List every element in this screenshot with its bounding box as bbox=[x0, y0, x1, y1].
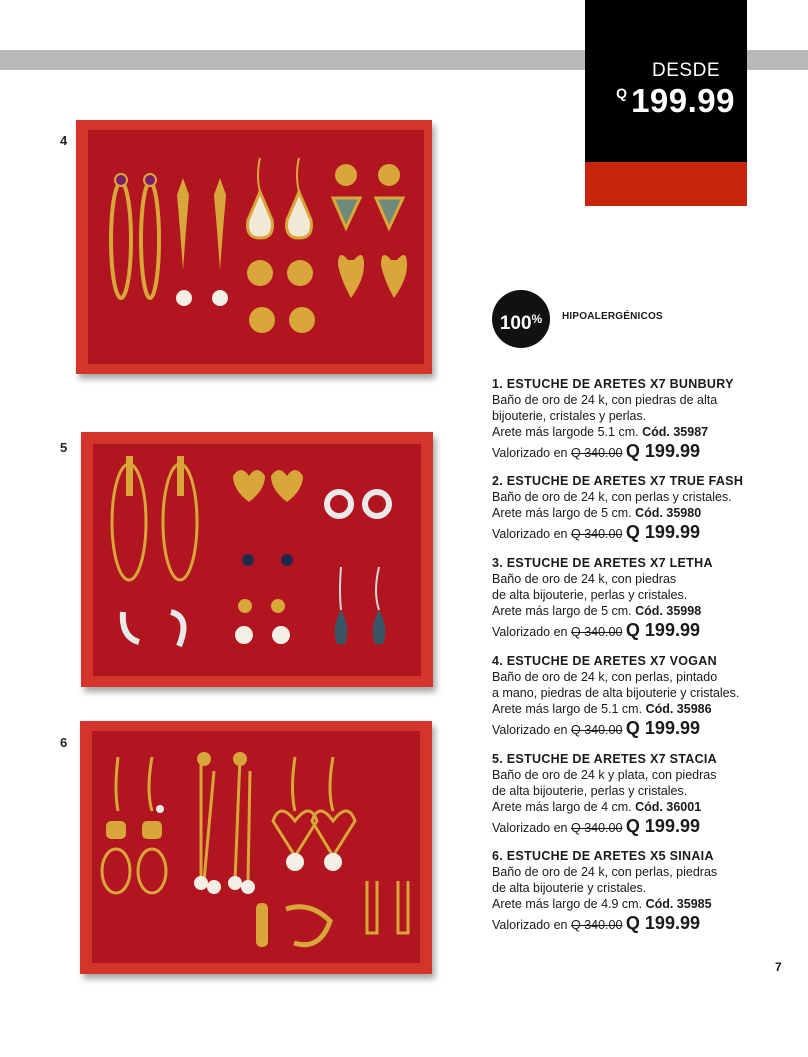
product-price: Q 199.99 bbox=[625, 522, 700, 542]
product-size: Arete más largo de 5.1 cm. bbox=[492, 702, 643, 716]
product-description: Baño de oro de 24 k, con piedras de alta bbox=[492, 393, 718, 407]
product-price: Q 199.99 bbox=[625, 718, 700, 738]
product-description: Baño de oro de 24 k, con perlas y cristales. bbox=[492, 490, 732, 504]
product-pricing bbox=[492, 815, 792, 839]
product-description: bijouterie, cristales y perlas. bbox=[492, 409, 647, 423]
earrings-set-5-image bbox=[81, 432, 433, 687]
product-description: Baño de oro de 24 k, con perlas, pintado bbox=[492, 670, 718, 684]
product-price: Q 199.99 bbox=[625, 816, 700, 836]
earrings-set-4-image bbox=[76, 120, 432, 374]
tray-number-6: 6 bbox=[60, 735, 68, 750]
product-code: Cód. 35986 bbox=[645, 702, 712, 716]
price-tag-price bbox=[585, 82, 735, 120]
product-size-code bbox=[492, 603, 792, 619]
product-pricing bbox=[492, 912, 792, 936]
valued-label: Valorizado en bbox=[492, 821, 568, 835]
price-tag-amount: 199.99 bbox=[631, 82, 735, 119]
valued-label: Valorizado en bbox=[492, 527, 568, 541]
product-description: de alta bijouterie y cristales. bbox=[492, 881, 647, 895]
page-number: 7 bbox=[775, 960, 782, 974]
earring-tray-5 bbox=[81, 432, 433, 687]
hypoallergenic-badge bbox=[492, 290, 550, 348]
valued-label: Valorizado en bbox=[492, 918, 568, 932]
earring-tray-4 bbox=[76, 120, 432, 374]
product-5 bbox=[492, 751, 792, 839]
product-title: 3. ESTUCHE DE ARETES X7 LETHA bbox=[492, 556, 713, 570]
old-price: Q 340.00 bbox=[571, 723, 623, 737]
old-price: Q 340.00 bbox=[571, 821, 623, 835]
product-description: Baño de oro de 24 k, con perlas, piedras bbox=[492, 865, 718, 879]
product-pricing bbox=[492, 521, 792, 545]
old-price: Q 340.00 bbox=[571, 918, 623, 932]
product-description: Baño de oro de 24 k y plata, con piedras bbox=[492, 768, 717, 782]
product-title: 4. ESTUCHE DE ARETES X7 VOGAN bbox=[492, 654, 717, 668]
product-size-code bbox=[492, 896, 792, 912]
product-description: de alta bijouterie, perlas y cristales. bbox=[492, 784, 688, 798]
product-code: Cód. 35998 bbox=[635, 604, 702, 618]
product-size: Arete más largode 5.1 cm. bbox=[492, 425, 639, 439]
old-price: Q 340.00 bbox=[571, 527, 623, 541]
valued-label: Valorizado en bbox=[492, 625, 568, 639]
old-price: Q 340.00 bbox=[571, 625, 623, 639]
product-3 bbox=[492, 555, 792, 643]
product-6 bbox=[492, 848, 792, 936]
earrings-set-6-image bbox=[80, 721, 432, 974]
valued-label: Valorizado en bbox=[492, 723, 568, 737]
product-pricing bbox=[492, 619, 792, 643]
product-title: 2. ESTUCHE DE ARETES X7 TRUE FASH bbox=[492, 474, 744, 488]
product-size: Arete más largo de 4.9 cm. bbox=[492, 897, 643, 911]
old-price: Q 340.00 bbox=[571, 446, 623, 460]
product-size: Arete más largo de 4 cm. bbox=[492, 800, 632, 814]
badge-percent: % bbox=[531, 312, 543, 326]
product-code: Cód. 36001 bbox=[635, 800, 702, 814]
product-price: Q 199.99 bbox=[625, 913, 700, 933]
price-tag bbox=[585, 0, 747, 206]
product-size-code bbox=[492, 799, 792, 815]
price-tag-currency: Q bbox=[616, 85, 628, 101]
product-description: Baño de oro de 24 k, con piedras bbox=[492, 572, 677, 586]
product-1 bbox=[492, 376, 792, 464]
valued-label: Valorizado en bbox=[492, 446, 568, 460]
tray-number-4: 4 bbox=[60, 133, 68, 148]
product-description: a mano, piedras de alta bijouterie y cristales. bbox=[492, 686, 740, 700]
product-code: Cód. 35987 bbox=[642, 425, 709, 439]
product-4 bbox=[492, 653, 792, 741]
product-size-code bbox=[492, 505, 792, 521]
product-price: Q 199.99 bbox=[625, 620, 700, 640]
price-tag-accent bbox=[585, 162, 747, 206]
product-2 bbox=[492, 473, 792, 545]
product-pricing bbox=[492, 717, 792, 741]
product-description: de alta bijouterie, perlas y cristales. bbox=[492, 588, 688, 602]
product-price: Q 199.99 bbox=[625, 441, 700, 461]
product-title: 5. ESTUCHE DE ARETES X7 STACIA bbox=[492, 752, 718, 766]
price-tag-label: DESDE bbox=[652, 60, 720, 81]
hypoallergenic-label: HIPOALERGÉNICOS bbox=[562, 311, 663, 322]
product-size-code bbox=[492, 424, 792, 440]
earring-tray-6 bbox=[80, 721, 432, 974]
product-title: 1. ESTUCHE DE ARETES X7 BUNBURY bbox=[492, 377, 734, 391]
product-title: 6. ESTUCHE DE ARETES X5 SINAIA bbox=[492, 849, 714, 863]
tray-number-5: 5 bbox=[60, 440, 68, 455]
product-size-code bbox=[492, 701, 792, 717]
product-code: Cód. 35985 bbox=[645, 897, 712, 911]
product-code: Cód. 35980 bbox=[635, 506, 702, 520]
product-size: Arete más largo de 5 cm. bbox=[492, 506, 632, 520]
product-pricing bbox=[492, 440, 792, 464]
product-size: Arete más largo de 5 cm. bbox=[492, 604, 632, 618]
badge-number: 100 bbox=[499, 313, 532, 334]
